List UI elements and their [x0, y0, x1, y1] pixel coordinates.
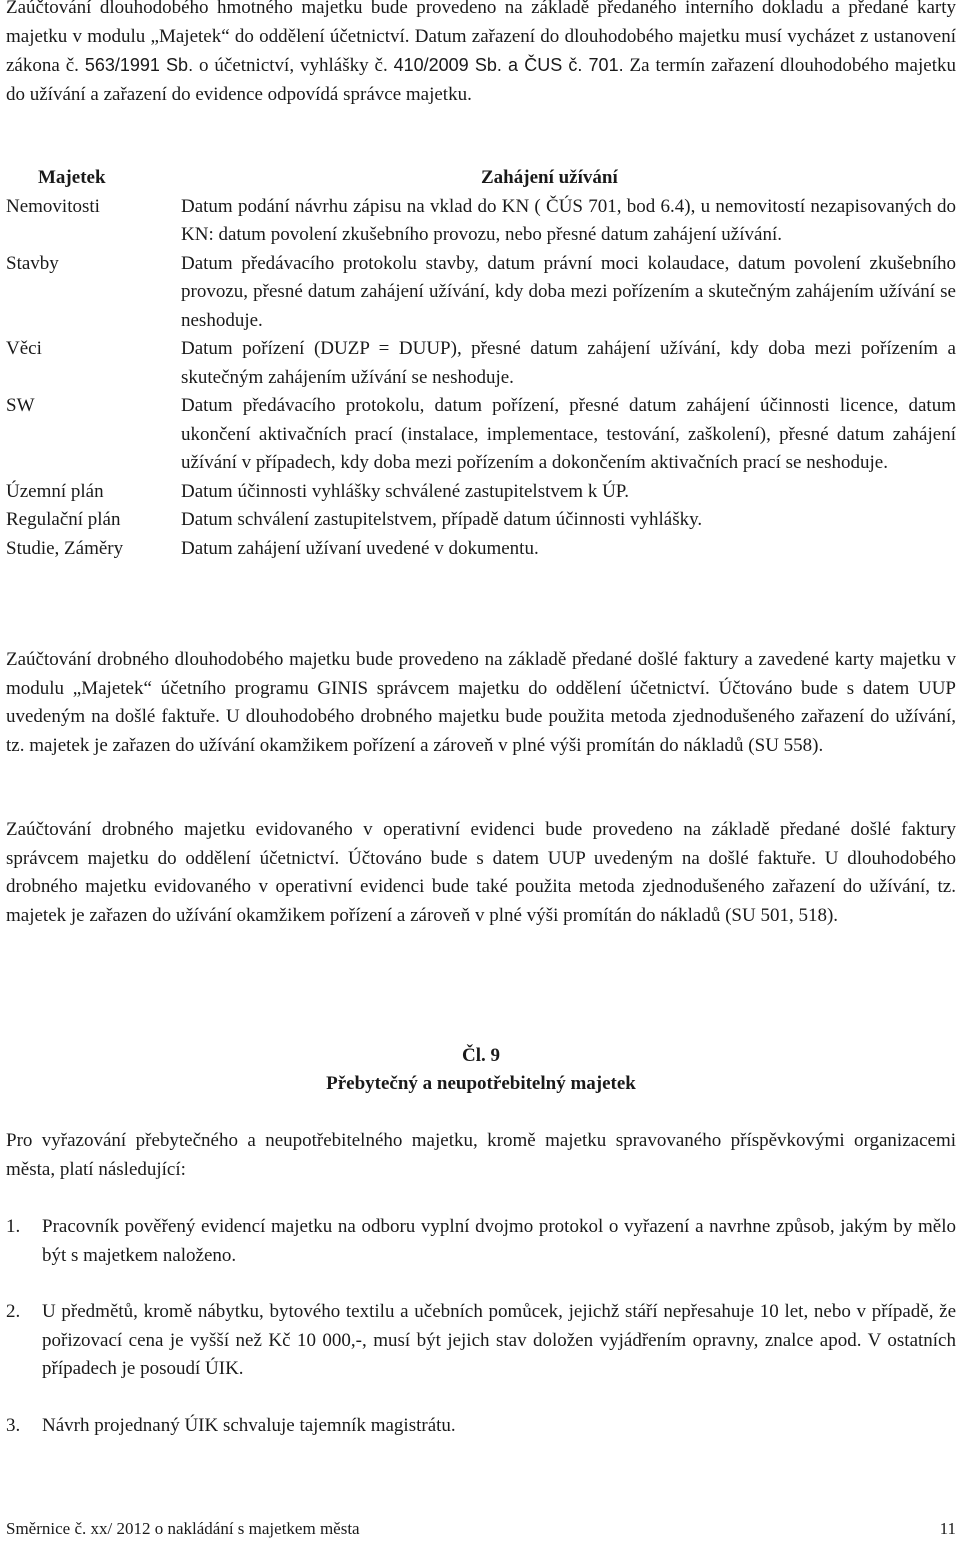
list-item-text: Návrh projednaný ÚIK schvaluje tajemník magistrátu.	[42, 1415, 456, 1436]
list-item-text: Pracovník pověřený evidencí majetku na odboru vyplní dvojmo protokol o vyřazení a navrhne způsob, jakým by mělo být s majetkem naloženo.	[42, 1216, 956, 1266]
list-item	[6, 1412, 956, 1441]
paragraph-small-assets: Zaúčtování drobného dlouhodobého majetku bude provedeno na základě předané došlé faktury a zavedené karty majetku v modulu „Majetek“ účetního programu GINIS správcem majetku do oddělení účetnictví. Účtováno bude s datem UUP uvedeným na došlé faktuře. U dlouhodobého drobného majetku bude použita metoda zjednodušeného zařazení do užívání, tz. majetek je zařazen do užívání okamžikem pořízení a zároveň v plné výši promítán do nákladů (SU 558).	[6, 649, 956, 756]
list-item	[6, 1213, 956, 1270]
row-asset: Věci	[6, 338, 42, 359]
table-row	[6, 478, 956, 507]
row-asset: Územní plán	[6, 480, 104, 502]
header-start: Zahájení užívání	[481, 167, 618, 188]
table-row	[6, 506, 956, 535]
header-asset: Majetek	[38, 167, 106, 188]
row-asset: Studie, Záměry	[6, 537, 124, 559]
list-item-number: 3.	[6, 1415, 21, 1436]
intro-text-3: Za termín zařazení dlouhodobého majetku do užívání a zařazení do evidence odpovídá správce majetku.	[6, 55, 956, 105]
table-row	[6, 392, 956, 478]
table-row	[6, 535, 956, 564]
list-item-text: U předmětů, kromě nábytku, bytového textilu a učebních pomůcek, jejichž stáří nepřesahuje 10 let, nebo v případě, že pořizovací cena je vyšší než Kč 10 000,-, musí být jejich stav doložen vyjádřením opravny, znalce apod. V ostatních případech je posoudí ÚIK.	[42, 1301, 956, 1379]
page-number: 11	[939, 1519, 956, 1538]
table-row	[6, 193, 956, 250]
intro-law-1: 563/1991 Sb.	[84, 55, 194, 75]
paragraph-disposal-intro: Pro vyřazování přebytečného a neupotřebitelného majetku, kromě majetku spravovaného příspěvkovými organizacemi města, platí následující:	[6, 1130, 956, 1180]
paragraph-operative-evidence: Zaúčtování drobného majetku evidovaného v operativní evidenci bude provedeno na základě předané došlé faktury správcem majetku do oddělení účetnictví. Účtováno bude s datem UUP uvedeným na došlé faktuře. U dlouhodobého drobného majetku evidovaného v operativní evidenci bude také použita metoda zjednodušeného zařazení do užívání, tz. majetek je zařazen do užívání okamžikem pořízení a zároveň v plné výši promítán do nákladů (SU 501, 518).	[6, 819, 956, 926]
row-asset: Stavby	[6, 252, 59, 274]
footer-title: Směrnice č. xx/ 2012 o nakládání s majetkem města	[6, 1519, 360, 1538]
row-start: Datum pořízení (DUZP = DUUP), přesné datum zahájení užívání, kdy doba mezi pořízením a skutečným zahájením užívání se neshoduje.	[181, 338, 956, 388]
article-number: Čl. 9	[462, 1045, 500, 1066]
intro-text-1: Zaúčtování dlouhodobého hmotného majetku bude provedeno na základě předaného interního dokladu a předané karty majetku v modulu „Majetek“ do oddělení účetnictví. Datum zařazení do dlouhodobého majetku musí vycházet z ustanovení zákona č.	[6, 0, 956, 76]
row-start: Datum účinnosti vyhlášky schválené zastupitelstvem k ÚP.	[181, 480, 630, 502]
row-start: Datum předávacího protokolu, datum pořízení, přesné datum zahájení účinnosti licence, datum ukončení aktivačních prací (instalace, implementace, testování, zaškolení), přesné datum zahájení užívání v případech, kdy doba mezi pořízením a dokončením aktivačních prací se neshoduje.	[181, 395, 956, 473]
row-asset: SW	[6, 395, 35, 416]
page-footer	[6, 1517, 956, 1541]
intro-law-2: 410/2009 Sb. a ČUS č. 701.	[393, 55, 624, 75]
row-start: Datum předávacího protokolu stavby, datum právní moci kolaudace, datum povolení zkušebního provozu, přesné datum zahájení užívání, kdy doba mezi pořízením a skutečným zahájením užívání se neshoduje.	[181, 252, 956, 331]
intro-paragraph	[6, 0, 956, 109]
intro-text-2: o účetnictví, vyhlášky č.	[193, 55, 394, 76]
row-start: Datum schválení zastupitelstvem, případě datum účinnosti vyhlášky.	[181, 509, 703, 530]
table-header	[6, 164, 956, 193]
asset-start-table	[6, 164, 956, 563]
row-asset: Regulační plán	[6, 509, 121, 530]
row-start: Datum zahájení užívaní uvedené v dokumentu.	[181, 537, 539, 559]
list-item	[6, 1298, 956, 1384]
list-item-number: 1.	[6, 1216, 21, 1237]
table-row	[6, 335, 956, 392]
article-title: Přebytečný a neupotřebitelný majetek	[326, 1073, 636, 1094]
row-asset: Nemovitosti	[6, 195, 100, 217]
table-row	[6, 250, 956, 336]
row-start: Datum podání návrhu zápisu na vklad do KN ( ČÚS 701, bod 6.4), u nemovitostí nezapisovaných do KN: datum povolení zkušebního provozu, nebo přesné datum zahájení užívání.	[181, 195, 956, 245]
list-item-number: 2.	[6, 1301, 21, 1322]
